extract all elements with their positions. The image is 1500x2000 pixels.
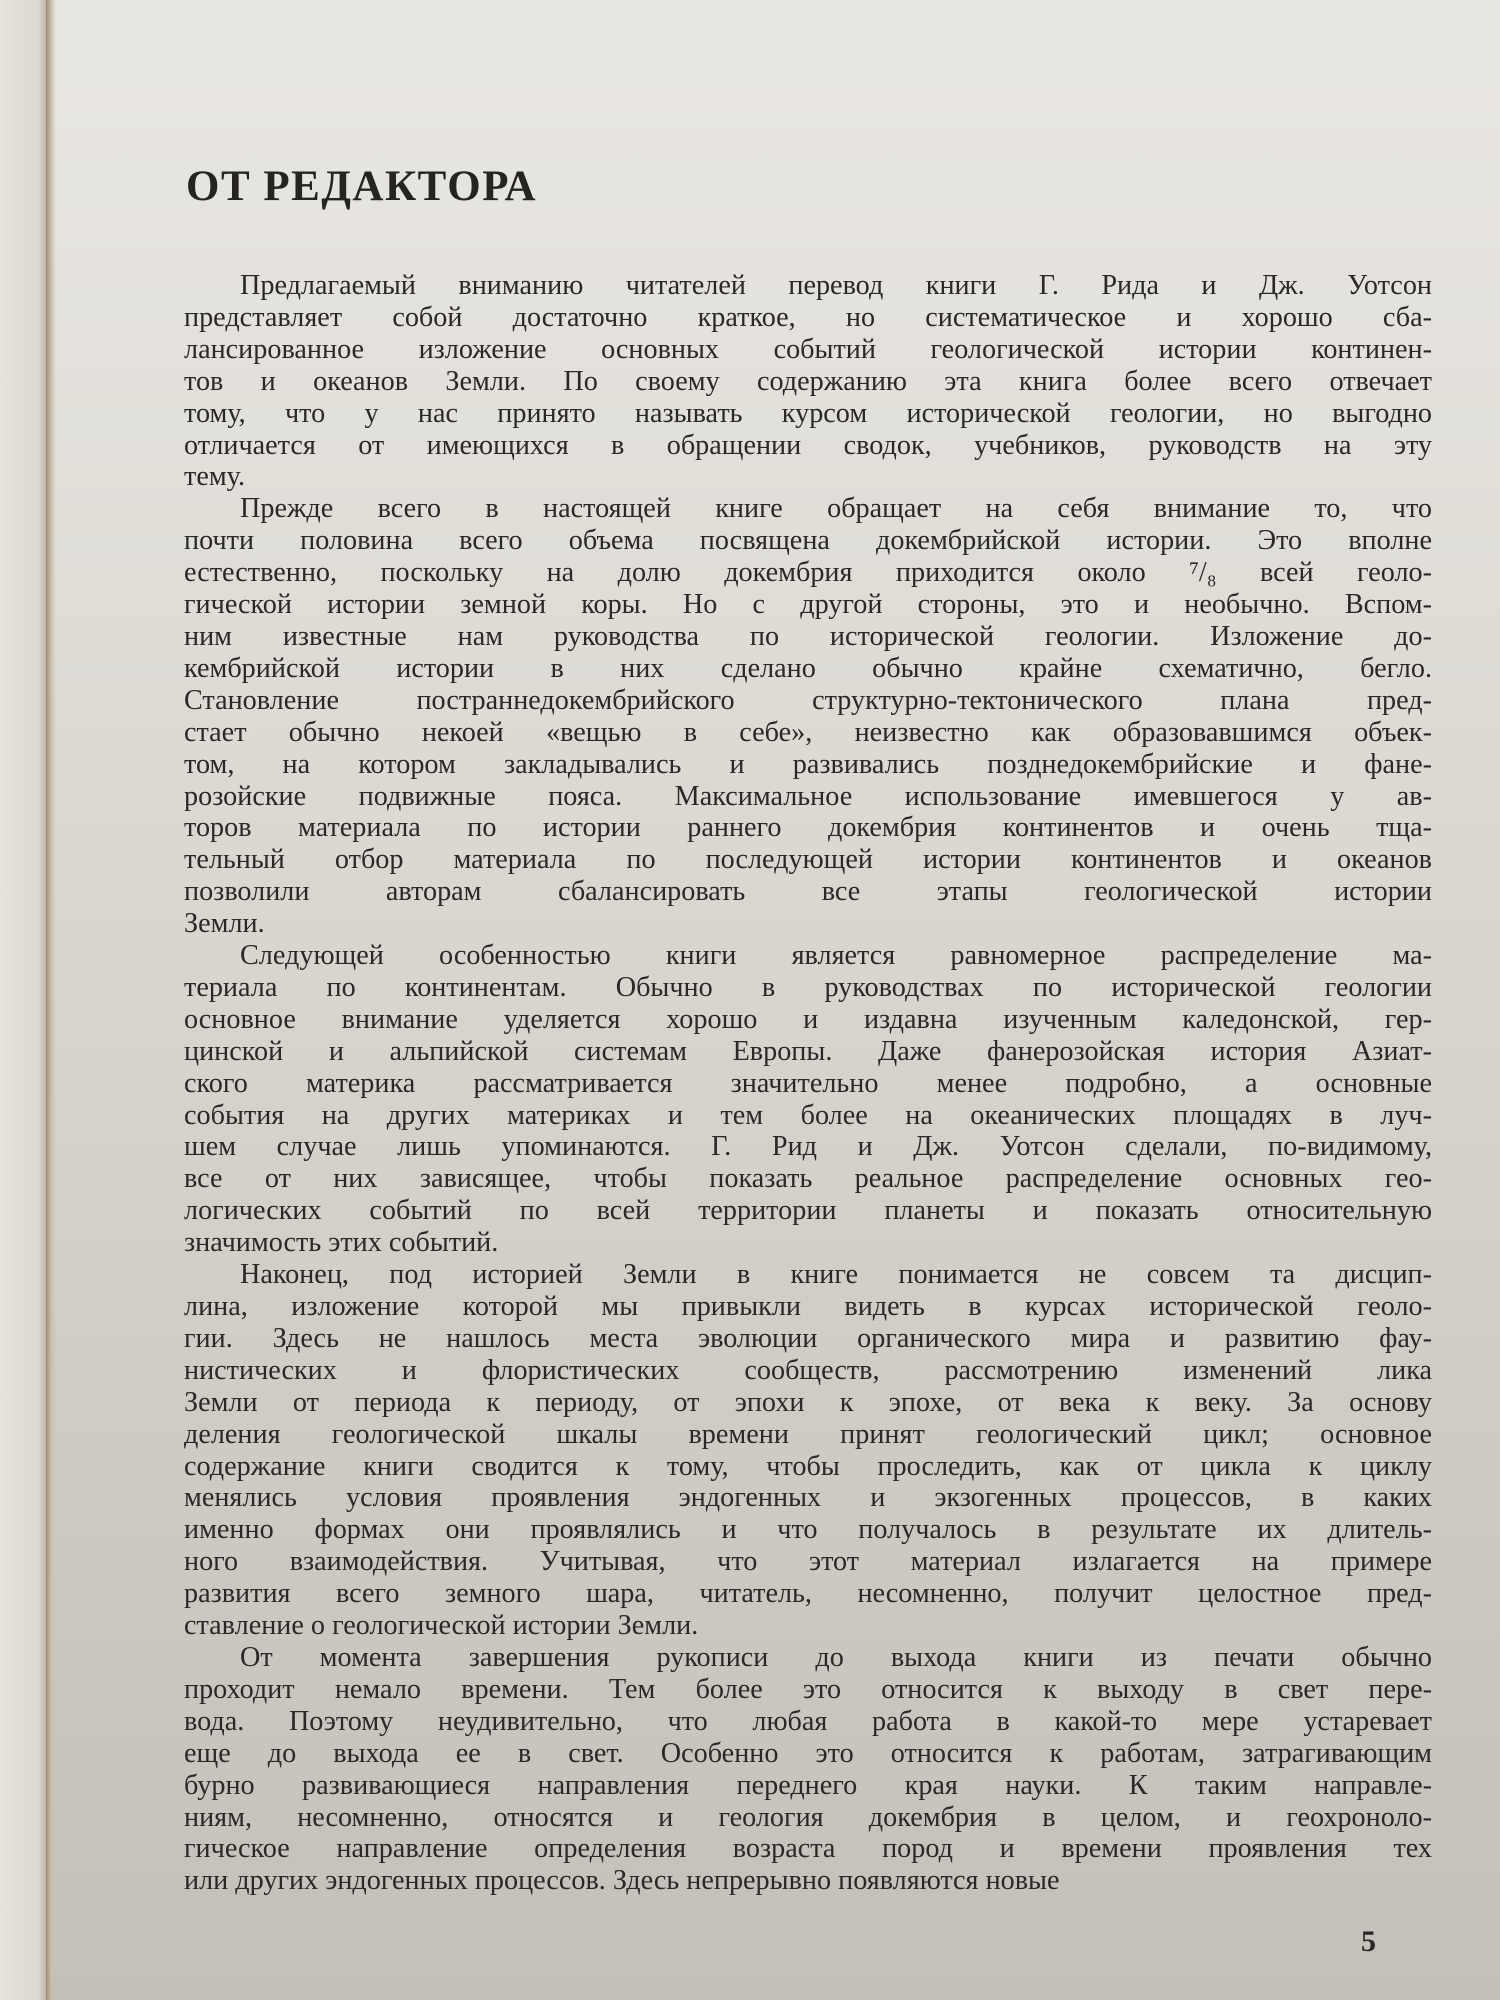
page-number: 5	[1361, 1925, 1376, 1958]
text-line: ного взаимодействия. Учитывая, что этот материал излагается на примере	[184, 1546, 1432, 1578]
text-line: териала по континентам. Обычно в руководствах по исторической геологии	[184, 971, 1432, 1003]
text-line: Наконец, под историей Земли в книге понимается не совсем та дисцип-	[240, 1259, 1432, 1291]
text-line: Предлагаемый вниманию читателей перевод книги Г. Рида и Дж. Уотсон	[240, 270, 1432, 301]
text-line: или других эндогенных процессов. Здесь непрерывно появляются новые	[184, 1865, 1060, 1897]
text-line: тов и океанов Земли. По своему содержанию эта книга более всего отвечает	[184, 365, 1432, 397]
page-title: ОТ РЕДАКТОРА	[186, 163, 538, 210]
text-line: Прежде всего в настоящей книге обращает на себя внимание то, что	[240, 493, 1432, 525]
text-line: гическое направление определения возраста пород и времени проявления тех	[184, 1833, 1432, 1865]
paragraph	[184, 1642, 1432, 1897]
text-line: розойские подвижные пояса. Максимальное использование имевшегося у ав-	[184, 780, 1432, 812]
text-line: значимость этих событий.	[184, 1227, 499, 1259]
text-line: гической истории земной коры. Но с другой стороны, это и необычно. Вспом-	[184, 589, 1432, 621]
text-line: еще до выхода ее в свет. Особенно это относится к работам, затрагивающим	[184, 1737, 1432, 1769]
text-line: тому, что у нас принято называть курсом исторической геологии, но выгодно	[184, 397, 1432, 429]
body-text	[184, 270, 1432, 1897]
text-line: вода. Поэтому неудивительно, что любая работа в какой-то мере устаревает	[184, 1705, 1432, 1737]
paragraph	[184, 1259, 1432, 1642]
text-line: деления геологической шкалы времени принят геологический цикл; основное	[184, 1418, 1432, 1450]
facing-page-edge	[0, 0, 48, 2000]
text-line: развития всего земного шара, читатель, несомненно, получит целостное пред-	[184, 1578, 1432, 1610]
text-line: Земли.	[184, 908, 265, 940]
text-line: лансированное изложение основных событий геологической истории континен-	[184, 333, 1432, 365]
paragraph	[184, 493, 1432, 940]
text-line: все от них зависящее, чтобы показать реальное распределение основных гео-	[184, 1163, 1432, 1195]
paragraph	[184, 940, 1432, 1259]
text-line: тельный отбор материала по последующей истории континентов и океанов	[184, 844, 1432, 876]
text-line: ним известные нам руководства по исторической геологии. Изложение до-	[184, 620, 1432, 652]
text-line: логических событий по всей территории планеты и показать относительную	[184, 1195, 1432, 1227]
text-line: лина, изложение которой мы привыкли видеть в курсах исторической геоло-	[184, 1291, 1432, 1322]
text-line: ниям, несомненно, относятся и геология докембрия в целом, и геохроноло-	[184, 1801, 1432, 1833]
text-line: шем случае лишь упоминаются. Г. Рид и Дж. Уотсон сделали, по-видимому,	[184, 1131, 1432, 1163]
text-line: основное внимание уделяется хорошо и издавна изученным каледонской, гер-	[184, 1003, 1432, 1035]
paragraph	[184, 270, 1432, 493]
text-line: ставление о геологической истории Земли.	[184, 1610, 699, 1642]
text-line: цинской и альпийской системам Европы. Даже фанерозойская история Азиат-	[184, 1035, 1432, 1067]
text-line: том, на котором закладывались и развивались позднедокембрийские и фане-	[184, 748, 1432, 780]
text-line: события на других материках и тем более на океанических площадях в луч-	[184, 1099, 1432, 1131]
book-page	[56, 0, 1500, 2000]
text-line: почти половина всего объема посвящена докембрийской истории. Это вполне	[184, 525, 1432, 557]
text-line: проходит немало времени. Тем более это относится к выходу в свет пере-	[184, 1673, 1432, 1705]
text-line: менялись условия проявления эндогенных и экзогенных процессов, в каких	[184, 1482, 1432, 1514]
text-line: Становление постраннедокембрийского структурно-тектонического плана пред-	[184, 684, 1432, 716]
text-line: От момента завершения рукописи до выхода книги из печати обычно	[240, 1641, 1432, 1673]
text-line: гии. Здесь не нашлось места эволюции органического мира и развитию фау-	[184, 1322, 1432, 1354]
text-line: естественно, поскольку на долю докембрия приходится около ⁷/₈ всей геоло-	[184, 557, 1432, 589]
text-line: содержание книги сводится к тому, чтобы проследить, как от цикла к циклу	[184, 1450, 1432, 1482]
text-line: бурно развивающиеся направления переднего края науки. К таким направле-	[184, 1769, 1432, 1801]
text-line: тему.	[184, 461, 245, 493]
text-line: кембрийской истории в них сделано обычно крайне схематично, бегло.	[184, 652, 1432, 684]
text-line: отличается от имеющихся в обращении сводок, учебников, руководств на эту	[184, 429, 1432, 461]
book-gutter	[46, 0, 56, 2000]
text-line: стает обычно некоей «вещью в себе», неизвестно как образовавшимся объек-	[184, 716, 1432, 748]
text-line: позволили авторам сбалансировать все этапы геологической истории	[184, 876, 1432, 908]
text-line: нистических и флористических сообществ, рассмотрению изменений лика	[184, 1354, 1432, 1386]
text-line: Следующей особенностью книги является равномерное распределение ма-	[240, 940, 1432, 972]
text-line: торов материала по истории раннего докембрия континентов и очень тща-	[184, 812, 1432, 844]
text-line: Земли от периода к периоду, от эпохи к эпохе, от века к веку. За основу	[184, 1386, 1432, 1418]
text-line: именно формах они проявлялись и что получалось в результате их длитель-	[184, 1514, 1432, 1546]
text-line: ского материка рассматривается значительно менее подробно, а основные	[184, 1067, 1432, 1099]
text-line: представляет собой достаточно краткое, но систематическое и хорошо сба-	[184, 301, 1432, 333]
